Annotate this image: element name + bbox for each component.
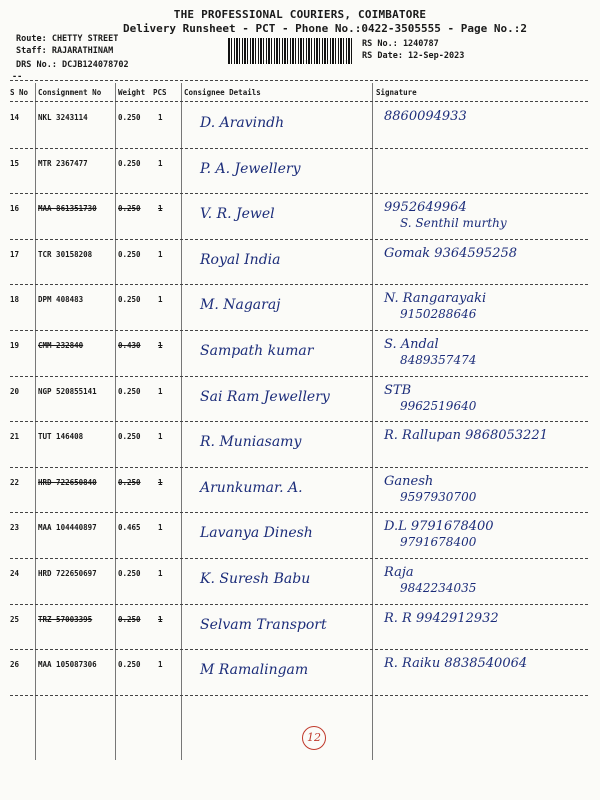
consignment-number: CMM 232840 — [38, 341, 84, 350]
signature: D.L 9791678400 — [384, 519, 494, 535]
signature-note: 9962519640 — [400, 398, 477, 413]
signature: STB — [384, 382, 412, 398]
consignment-number: HRD 722650840 — [38, 477, 97, 487]
row-divider — [10, 239, 588, 240]
col-consignment: Consignment No — [38, 88, 102, 97]
signature-note: 9791678400 — [400, 535, 477, 550]
consignee-name: Sai Ram Jewellery — [200, 388, 330, 405]
serial-number: 24 — [10, 569, 20, 578]
serial-number: 14 — [10, 113, 20, 122]
pcs-value: 1 — [158, 158, 163, 168]
pcs-value: 1 — [158, 204, 163, 214]
weight-value: 0.250 — [118, 432, 141, 442]
consignee-name: Selvam Transport — [200, 616, 327, 633]
serial-number: 25 — [10, 614, 20, 624]
consignment-number: MTR 2367477 — [38, 158, 88, 168]
consignee-name: D. Aravindh — [200, 115, 285, 131]
signature-note: S. Senthil murthy — [400, 216, 507, 231]
divider — [10, 101, 588, 102]
consignee-name: Arunkumar. A. — [200, 479, 303, 496]
signature: Ganesh — [384, 473, 434, 489]
consignee-name: V. R. Jewel — [200, 206, 275, 223]
serial-number: 16 — [10, 204, 20, 214]
pcs-value: 1 — [158, 523, 163, 533]
serial-number: 22 — [10, 477, 20, 487]
consignment-number: DPM 408483 — [38, 295, 84, 305]
signature: Gomak 9364595258 — [384, 245, 518, 261]
barcode — [228, 38, 354, 64]
pcs-value: 1 — [158, 569, 163, 578]
weight-value: 0.250 — [118, 614, 141, 624]
col-pcs: PCS — [153, 88, 167, 97]
pcs-value: 1 — [158, 660, 163, 670]
row-divider — [10, 330, 588, 331]
weight-value: 0.465 — [118, 523, 141, 533]
weight-value: 0.250 — [118, 660, 141, 670]
consignment-number: MAA 861351730 — [38, 204, 97, 214]
serial-number: 23 — [10, 523, 20, 533]
signature: R. Rallupan 9868053221 — [384, 428, 548, 444]
weight-value: 0.250 — [118, 113, 141, 122]
runsheet-title: Delivery Runsheet - PCT - Phone No.:0422-3505555 - Page No.:2 — [123, 22, 527, 35]
signature: N. Rangarayaki — [384, 291, 487, 307]
serial-number: 15 — [10, 158, 20, 168]
consignment-number: NKL 3243114 — [38, 113, 88, 122]
signature: Raja — [384, 565, 414, 580]
col-weight: Weight — [118, 88, 146, 97]
row-divider — [10, 512, 588, 513]
pcs-value: 1 — [158, 341, 163, 350]
serial-number: 19 — [10, 341, 20, 350]
drs-number: DRS No.: DCJB124078702 — [16, 60, 129, 70]
weight-value: 0.250 — [118, 386, 141, 396]
signature: R. R 9942912932 — [384, 610, 499, 626]
route-label: Route: CHETTY STREET — [16, 34, 119, 44]
weight-value: 0.250 — [118, 249, 141, 259]
weight-value: 0.430 — [118, 341, 141, 350]
consignment-number: HRD 722650697 — [38, 569, 97, 578]
signature: 9952649964 — [384, 200, 467, 216]
row-divider — [10, 695, 588, 696]
consignee-name: Sampath kumar — [200, 343, 314, 359]
weight-value: 0.250 — [118, 569, 141, 578]
signature: S. Andal — [384, 337, 439, 352]
row-divider — [10, 376, 588, 377]
row-divider — [10, 558, 588, 559]
pcs-value: 1 — [158, 249, 163, 259]
dash-marker: -- — [12, 72, 23, 82]
weight-value: 0.250 — [118, 204, 141, 214]
signature: R. Raiku 8838540064 — [384, 656, 528, 672]
pcs-value: 1 — [158, 477, 163, 487]
row-divider — [10, 467, 588, 468]
rs-date: RS Date: 12-Sep-2023 — [362, 51, 465, 61]
consignee-name: P. A. Jewellery — [200, 160, 301, 177]
row-divider — [10, 148, 588, 149]
serial-number: 20 — [10, 386, 20, 396]
row-divider — [10, 604, 588, 605]
consignment-number: MAA 105087306 — [38, 660, 97, 670]
pcs-value: 1 — [158, 386, 163, 396]
consignee-name: M Ramalingam — [200, 662, 309, 679]
col-consignee: Consignee Details — [184, 88, 261, 97]
pcs-value: 1 — [158, 113, 163, 122]
consignee-name: R. Muniasamy — [200, 434, 302, 451]
serial-number: 21 — [10, 432, 20, 442]
signature-note: 9150288646 — [400, 307, 477, 322]
consignment-number: TRZ 57003395 — [38, 614, 93, 624]
pcs-value: 1 — [158, 432, 163, 442]
row-divider — [10, 421, 588, 422]
rs-number: RS No.: 1240787 — [362, 39, 439, 49]
consignee-name: Royal India — [200, 251, 281, 268]
weight-value: 0.250 — [118, 158, 141, 168]
signature-note: 8489357474 — [400, 353, 477, 367]
company-title: THE PROFESSIONAL COURIERS, COIMBATORE — [173, 8, 427, 21]
serial-number: 18 — [10, 295, 20, 305]
row-divider — [10, 649, 588, 650]
weight-value: 0.250 — [118, 295, 141, 305]
consignment-number: MAA 104440897 — [38, 523, 97, 533]
consignment-number: NGP 520855141 — [38, 386, 97, 396]
consignment-number: TUT 146408 — [38, 432, 84, 442]
col-sno: S No — [10, 88, 29, 97]
weight-value: 0.250 — [118, 477, 141, 487]
pcs-value: 1 — [158, 295, 163, 305]
serial-number: 17 — [10, 249, 20, 259]
consignee-name: K. Suresh Babu — [200, 571, 311, 587]
serial-number: 26 — [10, 660, 20, 670]
signature-note: 9842234035 — [400, 581, 477, 595]
signature-note: 9597930700 — [400, 489, 477, 504]
consignee-name: M. Nagaraj — [200, 297, 281, 314]
page-mark: 12 — [302, 726, 326, 750]
col-signature: Signature — [376, 88, 417, 97]
staff-label: Staff: RAJARATHINAM — [16, 46, 114, 56]
signature: 8860094933 — [384, 109, 467, 124]
row-divider — [10, 193, 588, 194]
row-divider — [10, 284, 588, 285]
pcs-value: 1 — [158, 614, 163, 624]
divider — [10, 80, 588, 81]
consignment-number: TCR 30158208 — [38, 249, 93, 259]
consignee-name: Lavanya Dinesh — [200, 525, 313, 542]
